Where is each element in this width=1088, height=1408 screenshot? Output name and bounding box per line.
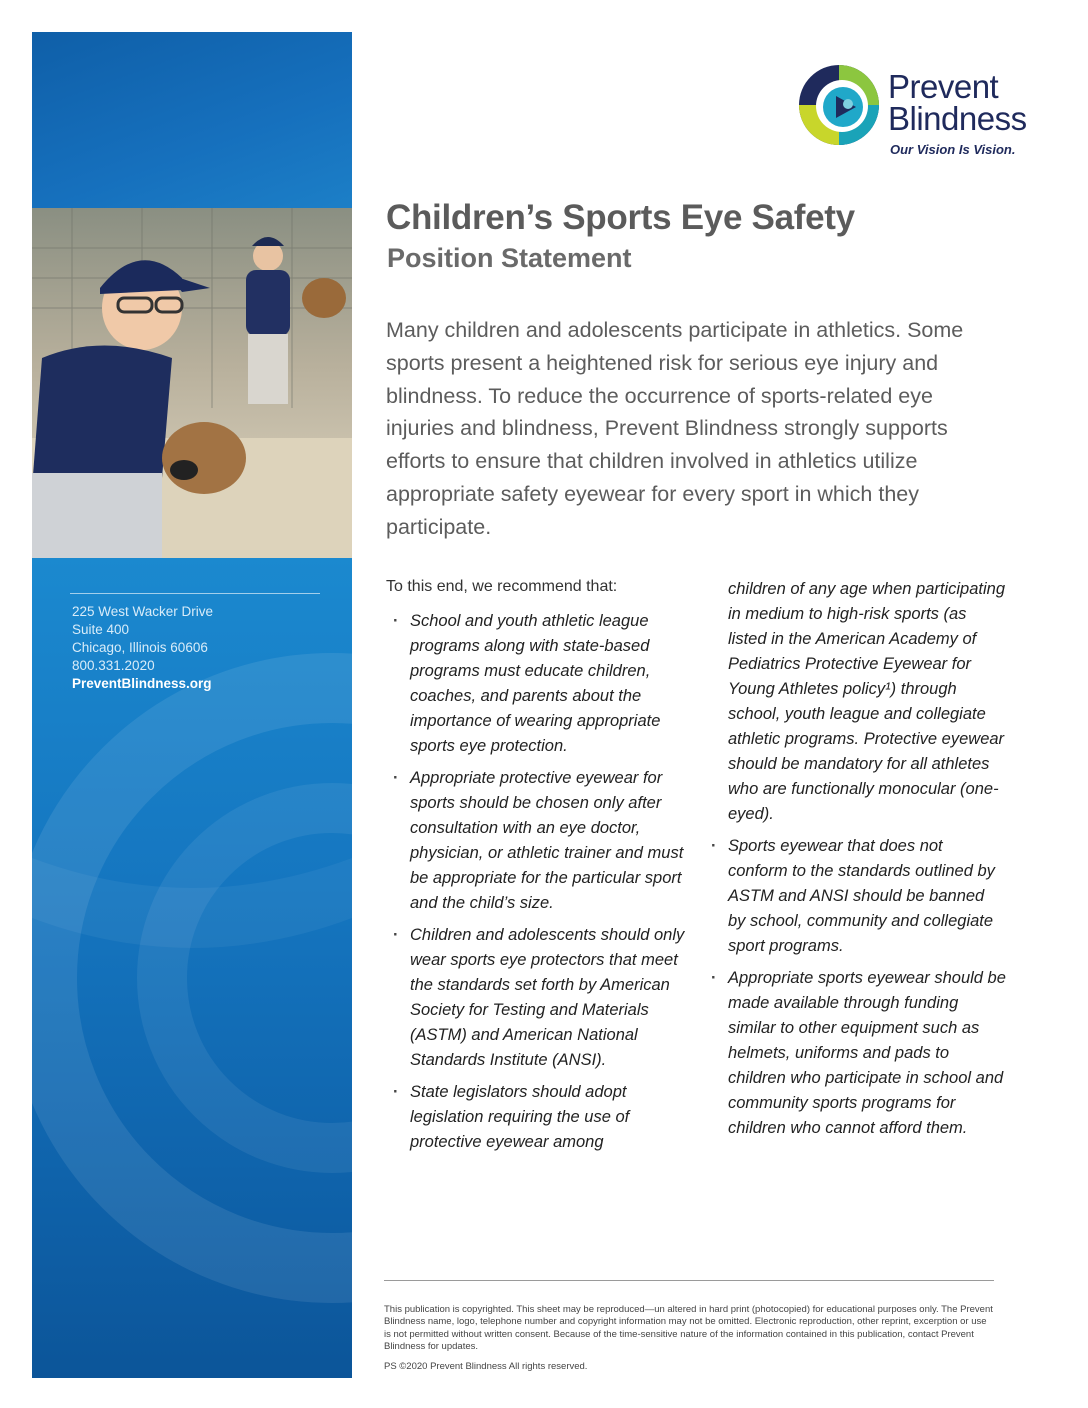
- sidebar-divider: [70, 593, 320, 594]
- list-item: · Appropriate protective eyewear for sports should be chosen only after consultation with an eye doctor, physician, or athletic trainer and must be appropriate for the particular sport and the child’s size.: [388, 766, 688, 916]
- recommendations-column-right: [706, 577, 1006, 1148]
- logo-word-blindness: Blindness: [888, 100, 1027, 137]
- website-link[interactable]: PreventBlindness.org: [72, 676, 212, 691]
- list-item: · State legislators should adopt legislation requiring the use of protective eyewear among: [388, 1080, 688, 1155]
- recommendations-list: [388, 609, 688, 1155]
- recommendations-lead: To this end, we recommend that:: [386, 578, 618, 595]
- copyright-line: PS ©2020 Prevent Blindness All rights reserved.: [384, 1361, 588, 1372]
- list-item: · Appropriate sports eyewear should be made available through funding similar to other equipment such as helmets, uniforms and pads to children who participate in school and community sports programs for children who cannot afford them.: [706, 966, 1006, 1141]
- list-item-continued: children of any age when participating in medium to high-risk sports (as listed in the American Academy of Pediatrics Protective Eyewear for Young Athletes policy¹) through school, youth league and collegiate athletic programs. Protective eyewear should be mandatory for all athletes who are functionally monocular (one-eyed).: [728, 580, 1006, 823]
- footer-divider: [384, 1280, 994, 1281]
- page-subtitle: Position Statement: [387, 243, 632, 273]
- recommendations-list-continued: [706, 834, 1006, 1141]
- address-street: 225 West Wacker Drive: [72, 604, 214, 619]
- page-title: Children’s Sports Eye Safety: [386, 198, 855, 237]
- address-city: Chicago, Illinois 60606: [72, 640, 208, 655]
- copyright-notice: This publication is copyrighted. This sheet may be reproduced—un altered in hard print (photocopied) for educational purposes only. The Prevent Blindness name, logo, telephone number and copyright information may not be omitted. Electronic reproduction, other reprint, excerption or use is not permitted without written consent. Because of the time-sensitive nature of the information contained in this publication, contact Prevent Blindness for updates.: [384, 1304, 993, 1353]
- baseball-kids-photo: [32, 208, 352, 558]
- address-suite: Suite 400: [72, 622, 130, 637]
- logo-tagline: Our Vision Is Vision.: [890, 142, 1016, 157]
- sidebar-top-band: [32, 32, 352, 208]
- intro-paragraph: Many children and adolescents participate in athletics. Some sports present a heightened risk for serious eye injury and blindness. To reduce the occurrence of sports-related eye injuries and blindness, Prevent Blindness strongly supports efforts to ensure that children involved in athletics utilize appropriate safety eyewear for every sport in which they participate.: [386, 318, 964, 539]
- photo-illustration: [32, 208, 352, 558]
- address-block: [72, 603, 213, 693]
- logo-eye-icon: [796, 62, 882, 148]
- list-item: · School and youth athletic league programs along with state-based programs must educate children, coaches, and parents about the importance of wearing appropriate sports eye protection.: [388, 609, 688, 759]
- list-item: · Children and adolescents should only wear sports eye protectors that meet the standards set forth by American Society for Testing and Materials (ASTM) and American National Standards Institute (ANSI).: [388, 923, 688, 1073]
- address-phone: 800.331.2020: [72, 658, 155, 673]
- logo-word-prevent: Prevent: [888, 68, 999, 105]
- list-item: · Sports eyewear that does not conform to the standards outlined by ASTM and ANSI should be banned by school, community and collegiate sport programs.: [706, 834, 1006, 959]
- prevent-blindness-logo: [796, 62, 1036, 162]
- recommendations-column-left: [388, 609, 688, 1162]
